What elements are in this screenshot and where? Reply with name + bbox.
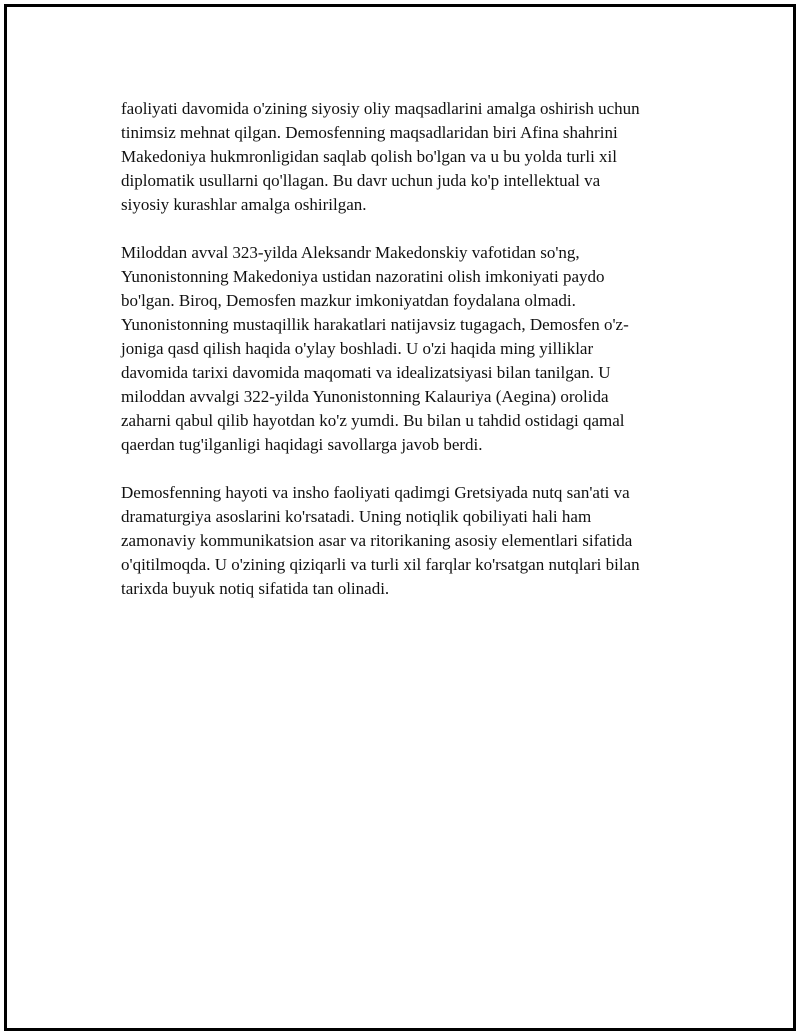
paragraph-2: Miloddan avval 323-yilda Aleksandr Makedonskiy vafotidan so'ng, Yunonistonning Makedoniya ustidan nazoratini olish imkoniyati paydo bo'lgan. Biroq, Demosfen mazkur imkoniyatdan foydalana olmadi. Yunonistonning mustaqillik harakatlari natijavsiz tugagach, Demosfen o'z- joniga qasd qilish haqida o'ylay boshladi. U o'zi haqida ming yilliklar davomida tarixi davomida maqomati va idealizatsiyasi bilan tanilgan. U miloddan avvalgi 322-yilda Yunonistonning Kalauriya (Aegina) orolida zaharni qabul qilib hayotdan ko'z yumdi. Bu bilan u tahdid ostidagi qamal qaerdan tug'ilganligi haqidagi savollarga javob berdi. xyxy=(121,243,629,454)
paragraph-3: Demosfenning hayoti va insho faoliyati qadimgi Gretsiyada nutq san'ati va dramaturgiya asoslarini ko'rsatadi. Uning notiqlik qobiliyati hali ham zamonaviy kommunikatsion asar va ritorikaning asosiy elementlari sifatida o'qitilmoqda. U o'zining qiziqarli va turli xil farqlar ko'rsatgan nutqlari bilan tarixda buyuk notiq sifatida tan olinadi. xyxy=(121,483,640,598)
document-page xyxy=(4,4,796,1031)
document-body xyxy=(121,97,691,625)
paragraph-1: faoliyati davomida o'zining siyosiy oliy maqsadlarini amalga oshirish uchun tinimsiz mehnat qilgan. Demosfenning maqsadlaridan biri Afina shahrini Makedoniya hukmronligidan saqlab qolish bo'lgan va u bu yolda turli xil diplomatik usullarni qo'llagan. Bu davr uchun juda ko'p intellektual va siyosiy kurashlar amalga oshirilgan. xyxy=(121,99,640,214)
